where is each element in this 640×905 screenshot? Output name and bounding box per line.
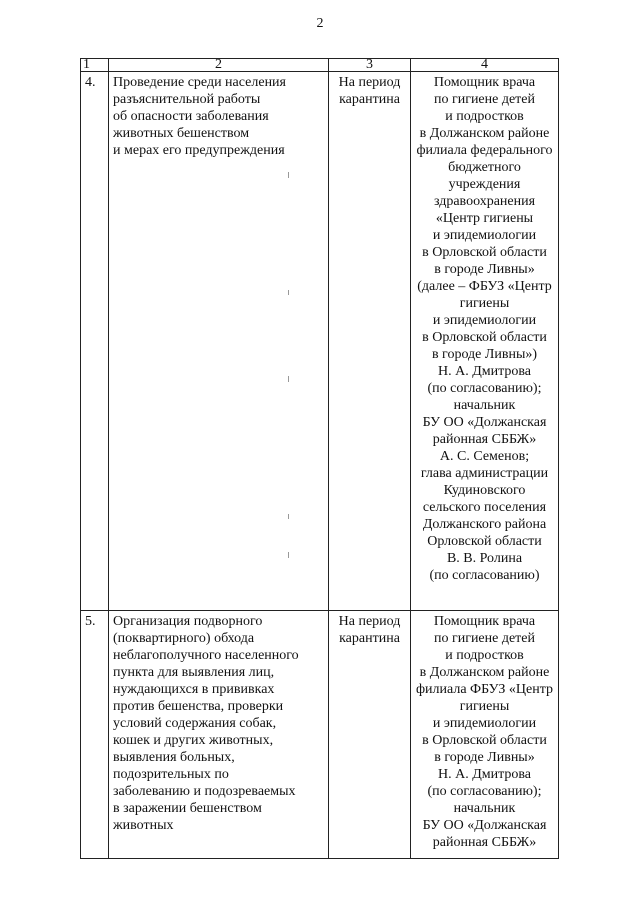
text-line: (далее – ФБУЗ «Центр <box>417 279 552 294</box>
text-line: филиала федерального <box>416 143 553 158</box>
text-line: пункта для выявления лиц, <box>113 665 275 680</box>
text-line: и мерах его предупреждения <box>113 143 285 158</box>
page-number: 2 <box>316 16 324 31</box>
text-line: учреждения <box>448 177 521 192</box>
text-line: бюджетного <box>448 160 521 175</box>
text-line: На период <box>338 75 401 90</box>
row-number: 4. <box>81 72 109 611</box>
text-line: в городе Ливны» <box>434 750 535 765</box>
text-line: в Должанском районе <box>419 665 550 680</box>
text-line: Кудиновского <box>443 483 526 498</box>
text-line: Помощник врача <box>433 75 536 90</box>
period-cell <box>329 611 411 859</box>
text-line: условий содержания собак, <box>113 716 277 731</box>
text-line: начальник <box>453 398 516 413</box>
text-line: об опасности заболевания <box>113 109 269 124</box>
text-line: в Должанском районе <box>419 126 550 141</box>
text-line: разъяснительной работы <box>113 92 261 107</box>
text-line: Должанского района <box>422 517 547 532</box>
scan-artifact <box>288 552 289 558</box>
text-line: в Орловской области <box>422 733 547 748</box>
text-line: На период <box>338 614 401 629</box>
text-line: и подростков <box>445 109 524 124</box>
text-line: животных бешенством <box>113 126 250 141</box>
text-line: и эпидемиологии <box>432 228 537 243</box>
text-line: гигиены <box>459 296 510 311</box>
text-line: кошек и других животных, <box>113 733 274 748</box>
text-line: по гигиене детей <box>433 631 536 646</box>
text-line: в Орловской области <box>422 245 547 260</box>
text-line: карантина <box>339 92 400 107</box>
text-line: и эпидемиологии <box>432 716 537 731</box>
measures-table <box>80 58 559 859</box>
column-header-3: 3 <box>329 59 411 72</box>
text-line: глава администрации <box>420 466 549 481</box>
action-cell <box>109 72 329 611</box>
period-cell <box>329 72 411 611</box>
text-line: против бешенства, проверки <box>113 699 284 714</box>
responsible-cell <box>411 72 559 611</box>
table-row <box>81 72 559 611</box>
text-line: в Орловской области <box>422 330 547 345</box>
text-line: и эпидемиологии <box>432 313 537 328</box>
text-line: А. С. Семенов; <box>439 449 530 464</box>
text-line: и подростков <box>445 648 524 663</box>
text-line: Помощник врача <box>433 614 536 629</box>
scan-artifact <box>288 376 289 382</box>
text-line: Н. А. Дмитрова <box>437 767 532 782</box>
scan-artifact <box>288 172 289 178</box>
text-line: (по согласованию); <box>427 381 542 396</box>
text-line: животных <box>113 818 174 833</box>
text-line: В. В. Ролина <box>446 551 523 566</box>
text-line: подозрительных по <box>113 767 229 782</box>
column-header-2: 2 <box>109 59 329 72</box>
text-line: Н. А. Дмитрова <box>437 364 532 379</box>
text-line: здравоохранения <box>433 194 536 209</box>
text-line: «Центр гигиены <box>435 211 534 226</box>
text-line: по гигиене детей <box>433 92 536 107</box>
text-line: заболеванию и подозреваемых <box>113 784 296 799</box>
text-line: в городе Ливны» <box>434 262 535 277</box>
text-line: Организация подворного <box>113 614 263 629</box>
text-line: районная СББЖ» <box>432 432 537 447</box>
text-line: БУ ОО «Должанская <box>422 415 547 430</box>
text-line: (поквартирного) обхода <box>113 631 255 646</box>
scan-artifact <box>288 290 289 295</box>
text-line: (по согласованию); <box>427 784 542 799</box>
action-cell <box>109 611 329 859</box>
column-header-4: 4 <box>411 59 559 72</box>
text-line: Орловской области <box>427 534 542 549</box>
text-line: карантина <box>339 631 400 646</box>
text-line: гигиены <box>459 699 510 714</box>
column-header-1: 1 <box>81 59 109 72</box>
responsible-cell <box>411 611 559 859</box>
text-line: в городе Ливны») <box>431 347 538 362</box>
text-line: районная СББЖ» <box>432 835 537 850</box>
text-line: неблагополучного населенного <box>113 648 299 663</box>
text-line: (по согласованию) <box>429 568 540 583</box>
text-line: сельского поселения <box>422 500 547 515</box>
text-line: нуждающихся в прививках <box>113 682 275 697</box>
row-number: 5. <box>81 611 109 859</box>
scan-artifact <box>288 514 289 519</box>
text-line: в заражении бешенством <box>113 801 262 816</box>
text-line: БУ ОО «Должанская <box>422 818 547 833</box>
text-line: Проведение среди населения <box>113 75 286 90</box>
header-row <box>81 59 559 72</box>
table-row <box>81 611 559 859</box>
text-line: начальник <box>453 801 516 816</box>
text-line: выявления больных, <box>113 750 235 765</box>
text-line: филиала ФБУЗ «Центр <box>415 682 554 697</box>
